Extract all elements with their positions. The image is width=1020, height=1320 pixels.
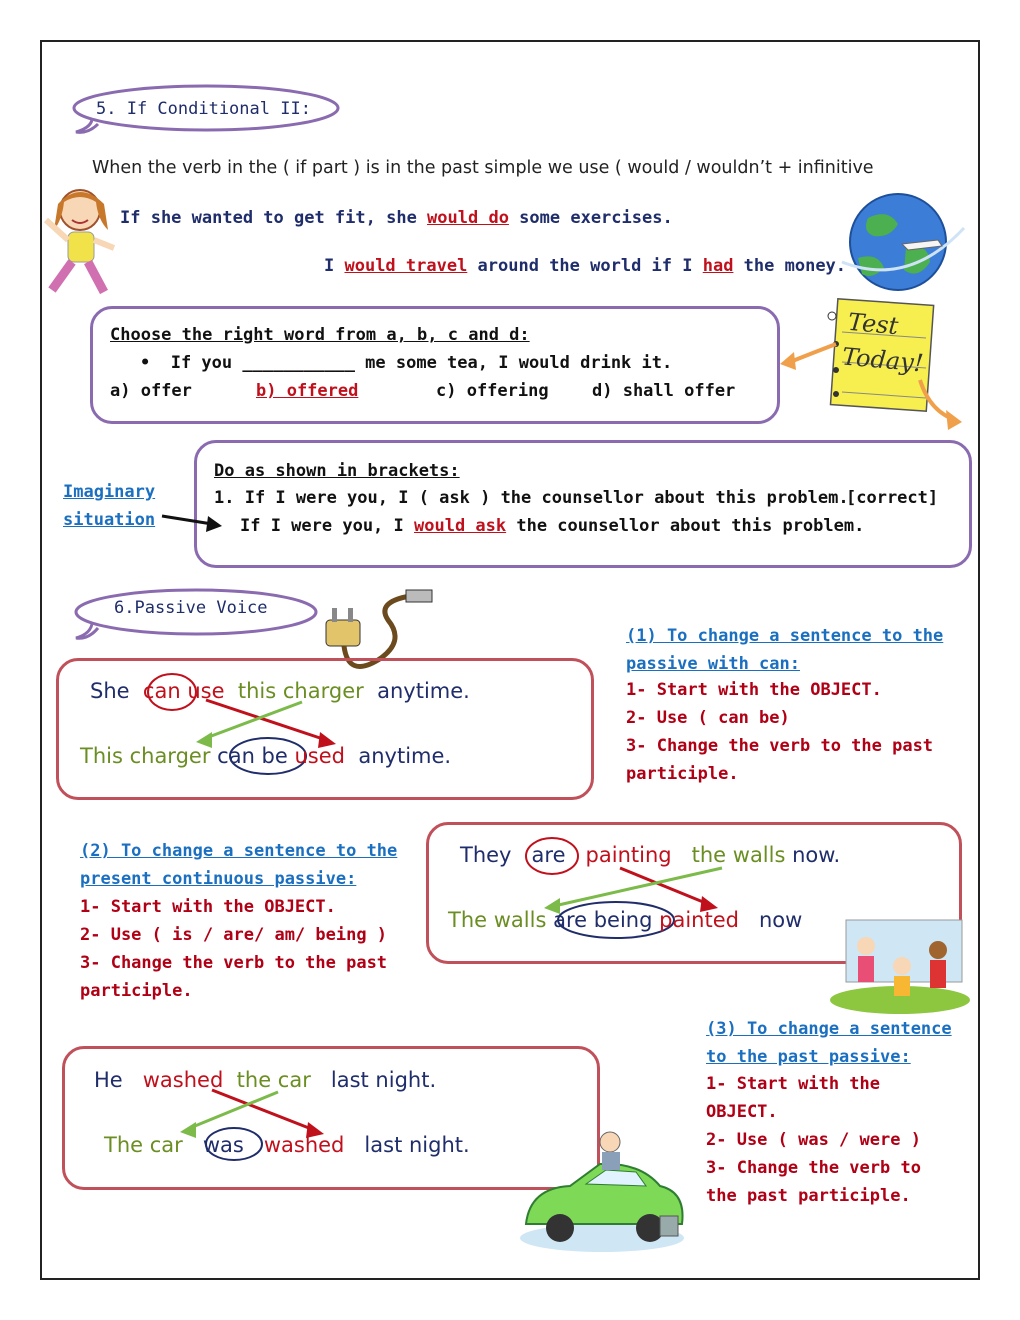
globe-plane-illustration [838,188,968,296]
rule2-step: participle. [80,981,193,1001]
rule3-steps [706,1070,921,1210]
past-s2-rest: last night. [364,1133,470,1157]
past-s2-aux: was [202,1133,244,1157]
rule3-step: 1- Start with the [706,1074,880,1094]
rule1-step: participle. [626,764,739,784]
can-s1-object: this charger [237,679,364,703]
rule3-title-l2: to the past passive: [706,1047,911,1067]
rule2-step: 2- Use ( is / are/ am/ being ) [80,925,388,945]
girl-exercise-illustration [38,180,120,300]
rule2-step: 1- Start with the OBJECT. [80,897,336,917]
rule2-title-l2: present continuous passive: [80,869,357,889]
past-s1-rest: last night. [330,1068,437,1092]
rule2-title-l1: (2) To change a sentence to the [80,841,398,861]
answer-pre: If I were you, I [240,516,414,536]
black-arrow [158,508,228,534]
rule2-steps [80,893,387,1005]
rule3-title-l1: (3) To change a sentence [706,1019,952,1039]
cont-s1-object: the walls [691,843,786,867]
past-s1-object: the car [236,1068,311,1092]
cont-s2-aux: are being [553,908,653,932]
can-sentence-active [90,679,470,703]
brackets-tag: [correct] [846,488,939,508]
choose-title: Choose the right word from a, b, c and d: [110,325,530,345]
answer-verb: would ask [414,516,507,536]
section6-heading: 6.Passive Voice [114,598,268,618]
past-sentence-active [94,1068,436,1092]
rule3-step: OBJECT. [706,1102,778,1122]
brackets-question: 1. If I were you, I ( ask ) the counsellor about this problem. [214,488,849,508]
brackets-title: Do as shown in brackets: [214,461,460,481]
rule1-step: 3- Change the verb to the past [626,736,934,756]
ex2-pre: I [324,256,345,276]
side-note-line1: Imaginary [63,482,156,502]
ex1-post: some exercises. [508,208,673,228]
rule2-step: 3- Change the verb to the past [80,953,388,973]
past-s2-object: The car [104,1133,183,1157]
continuous-sentence-active [460,843,840,867]
option-b[interactable]: b) offered [256,381,359,401]
ex2-mid: around the world if I [467,256,703,276]
can-s2-object: This charger [80,744,211,768]
rule3-step: the past participle. [706,1186,911,1206]
ex2-post: the money. [733,256,847,276]
can-s1-verb: use [187,679,225,703]
answer-post: the counsellor about this problem. [506,516,865,536]
choose-bullet: If you ___________ me some tea, I would drink it. [170,353,673,373]
cont-s2-object: The walls [448,908,547,932]
ex2-verb1: would travel [344,256,468,276]
cont-s2-verb: painted [659,908,739,932]
cont-s1-verb: painting [585,843,672,867]
rule1-title-l1: (1) To change a sentence to the [626,626,944,646]
conditional-rule: When the verb in the ( if part ) is in the past simple we use ( would / wouldn’t + infinitive [92,158,874,178]
car-washing-illustration [510,1128,690,1258]
past-s2-verb: washed [263,1133,345,1157]
rule1-step: 1- Start with the OBJECT. [626,680,882,700]
can-s2-modal: can be [217,744,288,768]
conditional-example-1 [120,208,673,228]
past-s1-verb: washed [142,1068,224,1092]
cont-s1-subject: They [460,843,512,867]
cont-s2-rest: now [759,908,803,932]
rule1-step: 2- Use ( can be) [626,708,790,728]
rule3-step: 3- Change the verb to [706,1158,921,1178]
can-sentence-passive [80,744,451,768]
can-s1-rest: anytime. [377,679,470,703]
cont-s1-aux: are [531,843,566,867]
kids-painting-illustration [826,916,972,1016]
bullet-dot: • [140,353,171,373]
past-s1-subject: He [94,1068,123,1092]
section5-heading: 5. If Conditional II: [96,99,311,119]
can-s2-verb: used [294,744,346,768]
ex2-verb2: had [702,256,734,276]
brackets-answer [240,516,864,536]
orange-arrows [770,330,970,440]
rule1-title-l2: passive with can: [626,654,800,674]
continuous-sentence-passive [448,908,802,932]
can-s1-modal: can [142,679,181,703]
conditional-example-2 [324,256,846,276]
can-s1-subject: She [90,679,130,703]
sticky-line1: Test [846,307,900,341]
cont-s1-rest: now. [792,843,841,867]
choose-bullet-row [140,353,672,373]
past-sentence-passive [104,1133,470,1157]
option-c[interactable]: c) offering [436,381,549,401]
ex1-verb: would do [427,208,509,228]
ex1-pre: If she wanted to get fit, she [120,208,428,228]
rule3-step: 2- Use ( was / were ) [706,1130,921,1150]
option-d[interactable]: d) shall offer [592,381,736,401]
can-s2-rest: anytime. [358,744,452,768]
side-note-line2: situation [63,510,156,530]
option-a[interactable]: a) offer [110,381,192,401]
rule1-steps [626,676,933,788]
sticky-line2: Today! [840,342,925,378]
